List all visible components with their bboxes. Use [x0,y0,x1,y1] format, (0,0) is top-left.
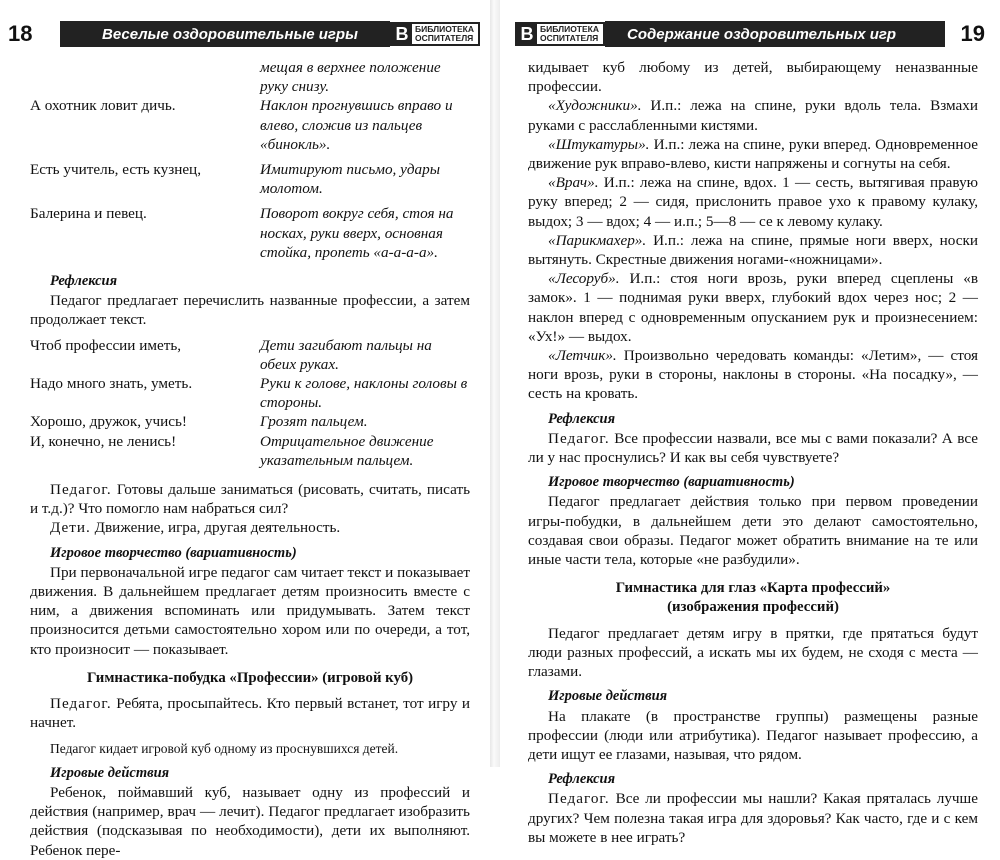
verse-row: Балерина и певец. Поворот вокруг себя, стоя на носках, руки вверх, основная стойка, пропеть «а-а-а-а». [30,205,454,261]
exercise-name: «Штукатуры». [548,135,650,153]
speaker-label: Педагог. [50,481,112,499]
left-logo-line2: ОСПИТАТЕЛЯ [415,33,474,43]
right-header-title: Содержание оздоровительных игр [605,21,945,47]
continued-paragraph: кидывает куб любому из детей, выбирающему неназванные профессии. [528,59,978,96]
creativity-heading: Игровое творчество (вариативность) [548,474,795,491]
left-library-logo [390,22,480,46]
creativity-paragraph: Педагог предлагает действия только при первом проведении игры-побудки, в дальнейшем дети это делают самостоятельно, создавая свои образы. Педагог может обратить внимание на те или иные части тела, которые «не разбудили». [528,493,978,569]
children-answer: Дети. Движение, игра, другая деятельность. [50,519,341,537]
right-page [500,0,1000,846]
right-logo-line2: ОСПИТАТЕЛЯ [540,33,599,43]
pedagog-question: Педагог. Готовы дальше заниматься (рисовать, считать, писать и т.д.)? Что помогло нам набраться сил? [30,481,471,518]
verse-row: Хорошо, дружок, учись! Грозят пальцем. [30,413,368,431]
speaker-label: Дети. [50,519,91,537]
speaker-label: Педагог. [548,790,610,808]
section-subheading: (изображения профессий) [667,599,839,616]
actions-heading: Игровые действия [548,688,668,705]
left-logo-line1: БИБЛИОТЕКА [415,24,474,34]
exercise-item: «Штукатуры». И.п.: лежа на спине, руки вперед. Одновременное движение рук вправо-влево, кисти напряжены и согнуты на себя. [528,135,978,173]
right-logo-letter: В [517,24,537,44]
right-library-logo [515,22,605,46]
reflexia-paragraph: Педагог. Все профессии назвали, все мы с вами показали? А все ли у нас проснулись? И как вы себя чувствуете? [528,429,978,467]
exercise-item: «Парикмахер». И.п.: лежа на спине, прямые ноги вверх, носки вытянуть. Скрестные движения ногами-«ножницами». [528,231,978,269]
exercise-name: «Художники». [548,97,642,115]
right-logo-line1: БИБЛИОТЕКА [540,24,599,34]
exercise-item: «Лесоруб». И.п.: стоя ноги врозь, руки вперед сцеплены «в замок». 1 — поднимая руки вверх, глубокий вдох через нос; 2 — наклон вперед с одновременным опусканием рук и произнесением: «Ух!» — выдох. [528,270,978,345]
actions-paragraph: Ребенок, поймавший куб, называет одну из профессий и действия (например, врач — лечит). Педагог предлагает изобразить действия (подсказывая по необходимости), дети их выполняют. Ребенок пере- [30,783,470,859]
speaker-label: Педагог. [548,429,610,447]
left-page-body [30,58,470,860]
exercise-name: «Врач». [548,174,599,192]
reflexia-paragraph: Педагог. Все ли профессии мы нашли? Какая пряталась лучше других? Чем полезна такая игра для здоровья? Как часто, где и с кем вы можете в нее играть? [528,790,978,846]
right-page-body [528,58,978,847]
exercise-item: «Художники». И.п.: лежа на спине, руки вдоль тела. Взмахи руками с расслабленными кистями. [528,97,978,134]
exercise-name: «Парикмахер». [548,231,647,249]
verse-row: И, конечно, не ленись! Отрицательное движение указательным пальцем. [30,432,434,469]
actions-paragraph: На плакате (в пространстве группы) размещены разные профессии (люди или атрибутика). Педагог называет профессию, а дети ищут ее глазами, называя, что рядом. [528,707,978,763]
pedagog-wakeup: Педагог. Ребята, просыпайтесь. Кто первый встанет, тот игру и начнет. [30,695,470,732]
verse-row: Чтоб профессии иметь, Дети загибают пальцы на обеих руках. [30,336,432,373]
actions-heading: Игровые действия [50,764,170,781]
reflexia-heading: Рефлексия [548,410,616,427]
section-heading: Гимнастика для глаз «Карта профессий» [615,580,891,597]
verse-row: мещая в верхнее положение руку снизу. [260,59,441,96]
verse-row: Надо много знать, уметь. Руки к голове, наклоны головы в стороны. [30,375,468,412]
creativity-heading: Игровое творчество (вариативность) [50,544,297,561]
exercise-name: «Лесоруб». [548,270,620,288]
stage-direction: Педагог кидает игровой куб одному из проснувшихся детей. [50,740,399,756]
left-page-number: 18 [8,21,33,46]
exercise-item: «Летчик». Произвольно чередовать команды: «Летим», — стоя ноги врозь, руки в стороны, наклоны в стороны. «На посадку», — сесть на кровать. [528,347,978,403]
eyes-paragraph: Педагог предлагает детям игру в прятки, где прятаться будут люди разных профессий, а искать мы их будем, не сходя с места — глазами. [528,624,978,681]
right-page-number: 19 [960,21,985,46]
left-logo-letter: В [392,24,412,44]
exercise-name: «Летчик». [548,347,617,365]
left-running-header [8,20,480,48]
reflexia-paragraph: Педагог предлагает перечислить названные профессии, а затем продолжает текст. [30,292,470,329]
section-heading: Гимнастика-побудка «Профессии» (игровой куб) [86,669,414,686]
creativity-paragraph: При первоначальной игре педагог сам читает текст и показывает движения. В дальнейшем предлагает детям произносить вместе с ним, а движения вспоминать или придумывать. Затем текст произносится детьми самостоятельно хором или по очереди, а тот, кто произносит — показывает. [30,563,470,658]
left-page [0,0,490,859]
reflexia-heading: Рефлексия [50,273,118,290]
left-header-title: Веселые оздоровительные игры [60,21,390,47]
book-gutter [490,0,500,767]
reflexia-heading: Рефлексия [548,771,616,788]
verse-row: Есть учитель, есть кузнец, Имитируют письмо, удары молотом. [30,161,440,198]
exercise-item: «Врач». И.п.: лежа на спине, вдох. 1 — сесть, вытягивая правую руку вперед; 2 — сидя, прислонить правое ухо к правому кулаку, выдох; 3 — вдох; 4 — и.п.; 5—8 — се к левому кулаку. [528,174,979,230]
right-running-header [515,20,985,48]
verse-row: А охотник ловит дичь. Наклон прогнувшись вправо и влево, сложив из пальцев «бинокль». [30,97,453,153]
speaker-label: Педагог. [50,695,112,713]
